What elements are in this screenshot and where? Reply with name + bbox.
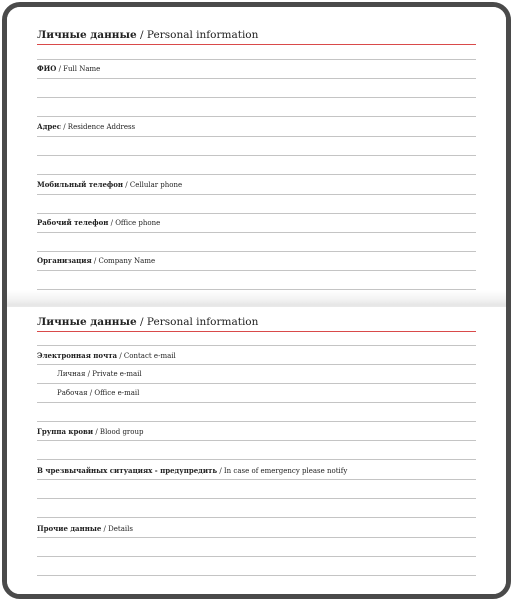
- field-label-private-email: Личная / Private e-mail: [57, 370, 142, 378]
- writing-line[interactable]: [37, 364, 476, 365]
- writing-line[interactable]: [37, 345, 476, 346]
- writing-line[interactable]: [37, 498, 476, 499]
- page-bottom: [7, 307, 506, 597]
- writing-line[interactable]: [37, 421, 476, 422]
- field-label-full-name: ФИО / Full Name: [37, 64, 101, 73]
- writing-line[interactable]: [37, 459, 476, 460]
- writing-line[interactable]: [37, 251, 476, 252]
- writing-line[interactable]: [37, 383, 476, 384]
- field-label-emergency-contact: В чрезвычайных ситуациях - предупредить / In case of emergency please notify: [37, 466, 348, 475]
- writing-line[interactable]: [37, 78, 476, 79]
- writing-line[interactable]: [37, 440, 476, 441]
- heading-separator: /: [136, 316, 147, 328]
- heading-ru: Личные данные: [37, 29, 137, 41]
- writing-line[interactable]: [37, 59, 476, 60]
- page-top: [7, 7, 506, 299]
- field-label-cellular-phone: Мобильный телефон / Cellular phone: [37, 180, 183, 189]
- heading-ru: Личные данные: [37, 316, 137, 328]
- writing-line[interactable]: [37, 517, 476, 518]
- heading-en: Personal information: [146, 316, 259, 328]
- writing-line[interactable]: [37, 402, 476, 403]
- notebook-frame: [2, 2, 511, 599]
- field-label-address: Адрес / Residence Address: [37, 122, 136, 131]
- field-label-blood-group: Группа крови / Blood group: [37, 427, 144, 436]
- field-label-company-name: Организация / Company Name: [37, 256, 156, 265]
- writing-line[interactable]: [37, 270, 476, 271]
- writing-line[interactable]: [37, 232, 476, 233]
- writing-line[interactable]: [37, 537, 476, 538]
- page-heading: [37, 316, 476, 332]
- writing-line[interactable]: [37, 116, 476, 117]
- writing-line[interactable]: [37, 575, 476, 576]
- writing-line[interactable]: [37, 136, 476, 137]
- heading-separator: /: [136, 29, 147, 41]
- writing-line[interactable]: [37, 174, 476, 175]
- writing-line[interactable]: [37, 479, 476, 480]
- writing-line[interactable]: [37, 155, 476, 156]
- page-heading: [37, 29, 476, 45]
- field-label-office-email: Рабочая / Office e-mail: [57, 389, 140, 397]
- writing-line[interactable]: [37, 556, 476, 557]
- field-label-details: Прочие данные / Details: [37, 524, 133, 533]
- field-label-contact-email: Электронная почта / Contact e-mail: [37, 351, 176, 360]
- writing-line[interactable]: [37, 213, 476, 214]
- heading-en: Personal information: [146, 29, 259, 41]
- field-label-office-phone: Рабочий телефон / Office phone: [37, 218, 161, 227]
- writing-line[interactable]: [37, 194, 476, 195]
- writing-line[interactable]: [37, 97, 476, 98]
